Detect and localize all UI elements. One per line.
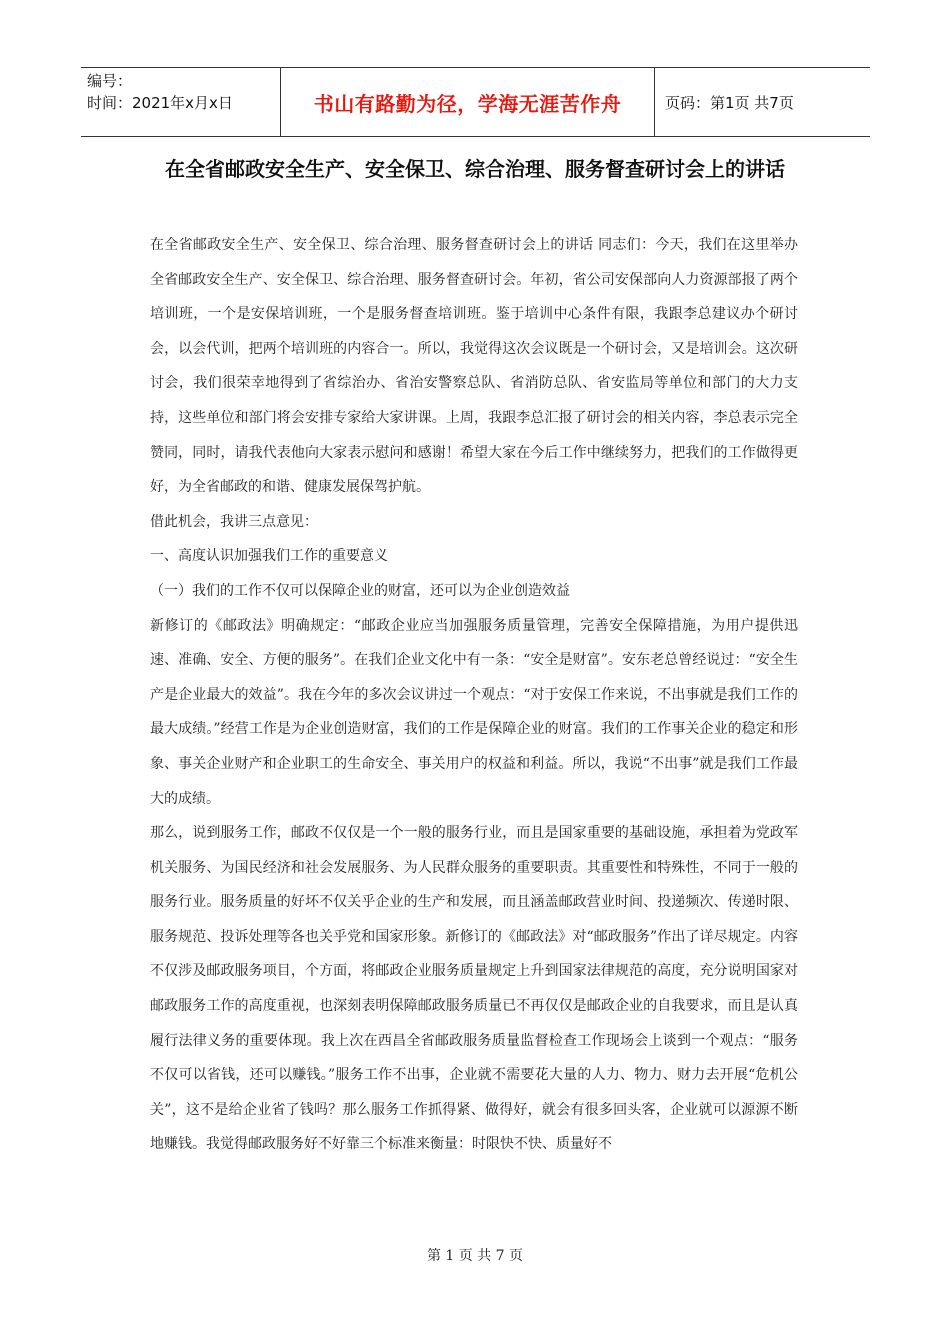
- page-footer: 第 1 页 共 7 页: [426, 1248, 524, 1264]
- document-body: [150, 228, 798, 1162]
- paragraph: 新修订的《邮政法》明确规定：“邮政企业应当加强服务质量管理，完善安全保障措施，为用户提供迅速、准确、安全、方便的服务”。在我们企业文化中有一条：“安全是财富”。安东老总曾经说过：“安全生产是企业最大的效益”。我在今年的多次会议讲过一个观点：“对于安保工作来说，不出事就是我们工作的最大成绩。”经营工作是为企业创造财富，我们的工作是保障企业的财富。我们的工作事关企业的稳定和形象、事关企业财产和企业职工的生命安全、事关用户的权益和利益。所以，我说“不出事”就是我们工作最大的成绩。: [150, 617, 798, 807]
- header-motto: 书山有路勤为径，学海无涯苦作舟: [281, 68, 655, 136]
- header-meta: [81, 68, 281, 136]
- subsection-heading: （一）我们的工作不仅可以保障企业的财富，还可以为企业创造效益: [150, 582, 570, 599]
- document-header: [81, 67, 870, 137]
- section-heading: 一、高度认识加强我们工作的重要意义: [150, 548, 388, 565]
- date-label: 时间：2021年x月x日: [87, 94, 233, 112]
- paragraph: 那么，说到服务工作，邮政不仅仅是一个一般的服务行业，而且是国家重要的基础设施，承担着为党政军机关服务、为国民经济和社会发展服务、为人民群众服务的重要职责。其重要性和特殊性，不同于一般的服务行业。服务质量的好坏不仅关乎企业的生产和发展，而且涵盖邮政营业时间、投递频次、传递时限、服务规范、投诉处理等各也关乎党和国家形象。新修订的《邮政法》对“邮政服务”作出了详尽规定。内容不仅涉及邮政服务项目，个方面，将邮政企业服务质量规定上升到国家法律规范的高度，充分说明国家对邮政服务工作的高度重视，也深刻表明保障邮政服务质量已不再仅仅是邮政企业的自我要求，而且是认真履行法律义务的重要体现。我上次在西昌全省邮政服务质量监督检查工作现场会上谈到一个观点：“服务不仅可以省钱，还可以赚钱。”服务工作不出事，企业就不需要花大量的人力、物力、财力去开展“危机公关”，这不是给企业省了钱吗？那么服务工作抓得紧、做得好，就会有很多回头客，企业就可以源源不断地赚钱。我觉得邮政服务好不好靠三个标准来衡量：时限快不快、质量好不: [150, 825, 798, 1153]
- paragraph: 借此机会，我讲三点意见：: [150, 513, 318, 530]
- paragraph: 在全省邮政安全生产、安全保卫、综合治理、服务督查研讨会上的讲话 同志们：今天，我们在这里举办全省邮政安全生产、安全保卫、综合治理、服务督查研讨会。年初，省公司安保部向人力资源部报了两个培训班，一个是安保培训班，一个是服务督查培训班。鉴于培训中心条件有限，我跟李总建议办个研讨会，以会代训，把两个培训班的内容合一。所以，我觉得这次会议既是一个研讨会，又是培训会。这次研讨会，我们很荣幸地得到了省综治办、省治安警察总队、省消防总队、省安监局等单位和部门的大力支持，这些单位和部门将会安排专家给大家讲课。上周，我跟李总汇报了研讨会的相关内容，李总表示完全赞同，同时，请我代表他向大家表示慰问和感谢！希望大家在今后工作中继续努力，把我们的工作做得更好，为全省邮政的和谐、健康发展保驾护航。: [150, 237, 798, 496]
- header-page-info: 页码：第1页 共7页: [665, 93, 794, 112]
- document-title: 在全省邮政安全生产、安全保卫、综合治理、服务督查研讨会上的讲话: [165, 157, 785, 181]
- number-label: 编号：: [87, 72, 133, 90]
